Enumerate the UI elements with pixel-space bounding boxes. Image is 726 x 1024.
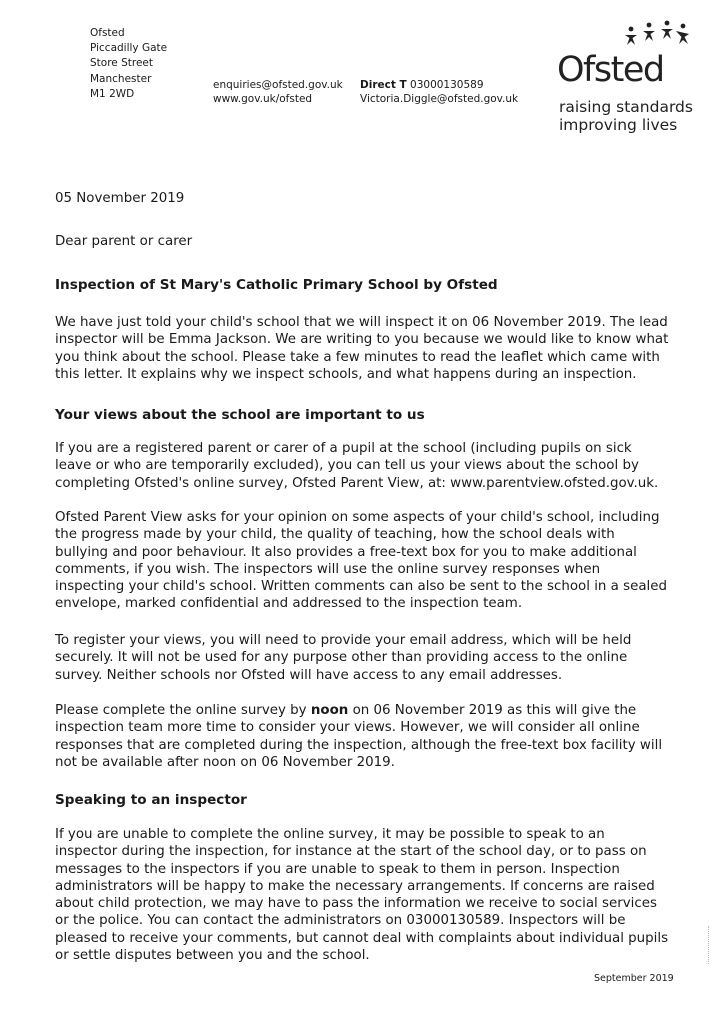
address-line: Store Street	[90, 57, 153, 70]
address-line: Manchester	[90, 72, 152, 85]
views-paragraph-4	[55, 702, 669, 771]
enquiries-email: enquiries@ofsted.gov.uk	[213, 79, 343, 91]
paragraph-text: on 06 November 2019 as this will give the inspection team more time to consider your views. However, we will consider all online responses that are completed during the inspection, although the free-text box facility will not be available after noon on 06 November 2019.	[55, 703, 663, 770]
logo-tagline	[559, 98, 693, 134]
salutation: Dear parent or carer	[55, 234, 193, 249]
letter-title: Inspection of St Mary's Catholic Primary School by Ofsted	[55, 277, 498, 293]
intro-paragraph: We have just told your child's school that we will inspect it on 06 November 2019. The lead inspector will be Emma Jackson. We are writing to you because we would like to know what you think about the school. Please take a few minutes to read the leaflet which came with this letter. It explains why we inspect schools, and what happens during an inspection.	[55, 315, 669, 382]
tagline-line: raising standards	[559, 98, 693, 116]
views-paragraph-2: Ofsted Parent View asks for your opinion on some aspects of your child's school, including the progress made by your child, the quality of teaching, how the school deals with bullying and poor behaviour. It also provides a free-text box for you to make additional comments, if you wish. The inspectors will use the online survey responses when inspecting your child's school. Written comments can also be sent to the school in a sealed envelope, marked confidential and addressed to the inspection team.	[55, 510, 667, 612]
speaking-paragraph: If you are unable to complete the online survey, it may be possible to speak to an inspector during the inspection, for instance at the start of the school day, or to pass on messages to the inspectors if you are unable to speak to them in person. Inspection administrators will be happy to make the necessary arrangements. If concerns are raised about child protection, we may have to pass the information we receive to social services or the police. You can contact the administrators on 03000130589. Inspectors will be pleased to receive your comments, but cannot deal with complaints about individual pupils or settle disputes between you and the school.	[55, 827, 669, 964]
direct-contact	[360, 78, 518, 106]
tagline-line: improving lives	[559, 116, 678, 134]
address-line: Ofsted	[90, 27, 125, 39]
letter-date: 05 November 2019	[55, 191, 185, 206]
views-paragraph-1: If you are a registered parent or carer of a pupil at the school (including pupils on sick leave or who are temporarily excluded), you can tell us your views about the school by completing Ofsted's online survey, Ofsted Parent View, at: www.parentview.ofsted.gov.uk.	[55, 441, 659, 491]
section-heading-speaking: Speaking to an inspector	[55, 792, 247, 808]
paragraph-text: Please complete the online survey by	[55, 703, 311, 718]
logo-wordmark: Ofsted	[557, 50, 664, 90]
address-line: M1 2WD	[90, 87, 135, 100]
website-link: www.gov.uk/ofsted	[213, 93, 313, 105]
direct-label: Direct T	[360, 79, 407, 91]
section-heading-views: Your views about the school are important to us	[55, 407, 425, 423]
sender-address	[90, 26, 167, 102]
ofsted-logo	[557, 18, 707, 138]
scan-mark	[708, 926, 711, 964]
address-line: Piccadilly Gate	[90, 42, 168, 55]
footer-date: September 2019	[594, 973, 674, 984]
views-paragraph-3: To register your views, you will need to provide your email address, which will be held securely. It will not be used for any purpose other than providing access to the online survey. Neither schools nor Ofsted will have access to any email addresses.	[55, 633, 632, 683]
direct-phone: 03000130589	[410, 79, 484, 91]
general-contact	[213, 78, 343, 106]
emphasis-noon: noon	[310, 703, 349, 718]
stars-icon	[619, 20, 695, 54]
contact-email: Victoria.Diggle@ofsted.gov.uk	[360, 93, 519, 105]
